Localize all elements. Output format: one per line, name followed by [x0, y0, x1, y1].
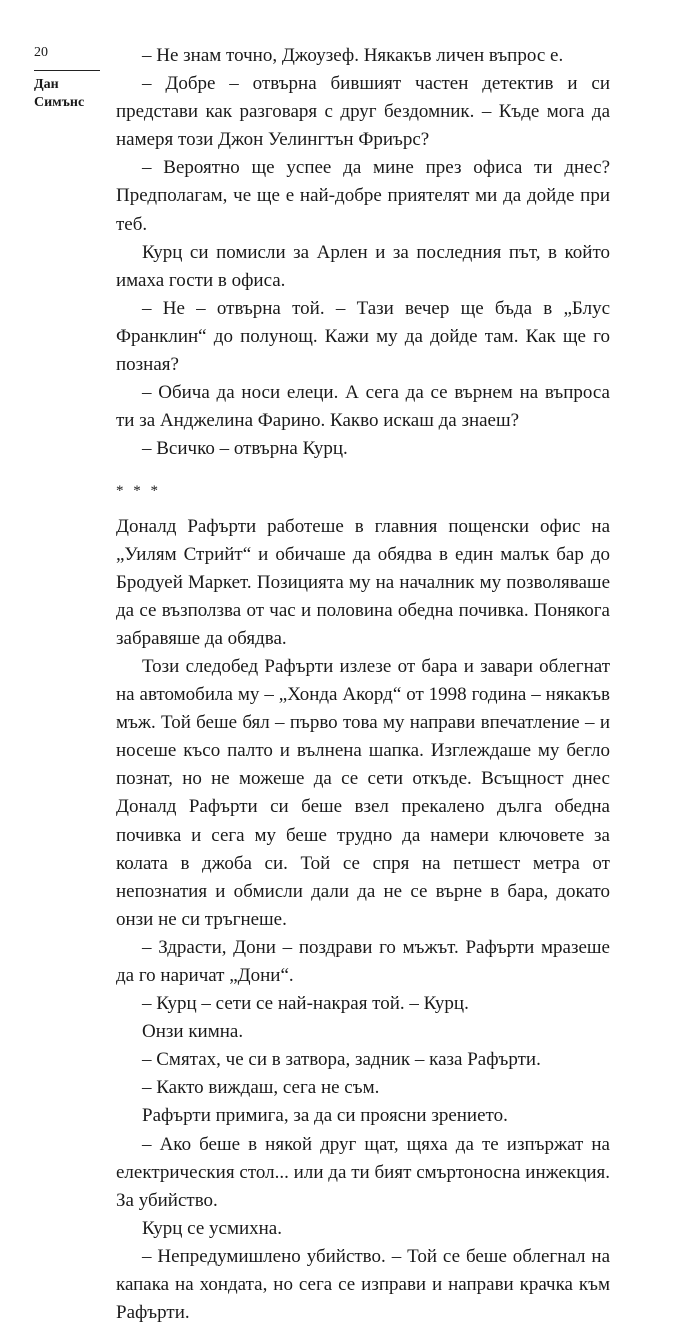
page-number: 20: [34, 45, 48, 60]
paragraph: – Вероятно ще успее да мине през офиса ти днес? Предполагам, че ще е най-добре приятелят ми да дойде при теб.: [116, 157, 610, 235]
running-head: [34, 76, 84, 112]
section-separator: * * *: [116, 483, 161, 500]
paragraph: – Не – отвърна той. – Тази вечер ще бъда в „Блус Франклин“ до полунощ. Кажи му да дойде там. Как ще го позная?: [116, 297, 610, 376]
paragraph: – Курц – сети се най-накрая той. – Курц.: [142, 993, 469, 1015]
paragraph: – Не знам точно, Джоузеф. Някакъв личен въпрос е.: [142, 45, 564, 66]
author-first-name: Дан: [34, 77, 59, 92]
paragraph: Курц си помисли за Арлен и за последния път, в който имаха гости в офиса.: [116, 241, 610, 291]
paragraph: Онзи кимна.: [142, 1021, 244, 1043]
paragraph: Курц се усмихна.: [142, 1217, 282, 1239]
paragraph: – Смятах, че си в затвора, задник – каза Рафърти.: [142, 1049, 541, 1071]
paragraph: Доналд Рафърти работеше в главния пощенски офис на „Уилям Стрийт“ и обичаше да обядва в един малък бар до Бродуей Маркет. Позицията му на началник му позволяваше да се възползва от час и половина обедна почивка. Понякога забравяше да обядва.: [116, 515, 610, 649]
paragraph: – Ако беше в някой друг щат, щяха да те изпържат на електрическия стол... или да ти бият смъртоносна инжекция. За убийство.: [116, 1133, 610, 1211]
paragraph: – Добре – отвърна бившият частен детектив и си представи как разговаря с друг бездомник. – Къде мога да намеря този Джон Уелингтън Фриърс?: [116, 73, 610, 151]
paragraph: – Както виждаш, сега не съм.: [142, 1077, 380, 1099]
author-last-name: Симънс: [34, 95, 85, 110]
paragraph: – Всичко – отвърна Курц.: [142, 438, 348, 460]
paragraph: – Здрасти, Дони – поздрави го мъжът. Рафърти мразеше да го наричат „Дони“.: [116, 936, 610, 986]
paragraph: Рафърти примига, за да си проясни зрението.: [142, 1105, 508, 1127]
running-head-rule: [34, 70, 100, 71]
paragraph: Този следобед Рафърти излезе от бара и завари облегнат на автомобила му – „Хонда Акорд“ от 1998 година – някакъв мъж. Той беше бял – първо това му направи впечатление – и носеше късо палто и вълнена шапка. Изглеждаше му бегло познат, но не можеше да се сети откъде. Всъщност днес Доналд Рафърти си беше взел прекалено дълга обедна почивка и сега му беше трудно да намери ключовете за колата в джоба си. Той се спря на петшест метра от непознатия и обмисли дали да не се върне в бара, докато онзи не си тръгнеше.: [116, 655, 610, 930]
paragraph: – Непредумишлено убийство. – Той се беше облегнал на капака на хондата, но сега се изправи и направи крачка към Рафърти.: [116, 1245, 610, 1324]
paragraph: – Обича да носи елеци. А сега да се върнем на въпроса ти за Анджелина Фарино. Какво искаш да знаеш?: [116, 382, 610, 432]
body-text: [116, 42, 610, 1327]
